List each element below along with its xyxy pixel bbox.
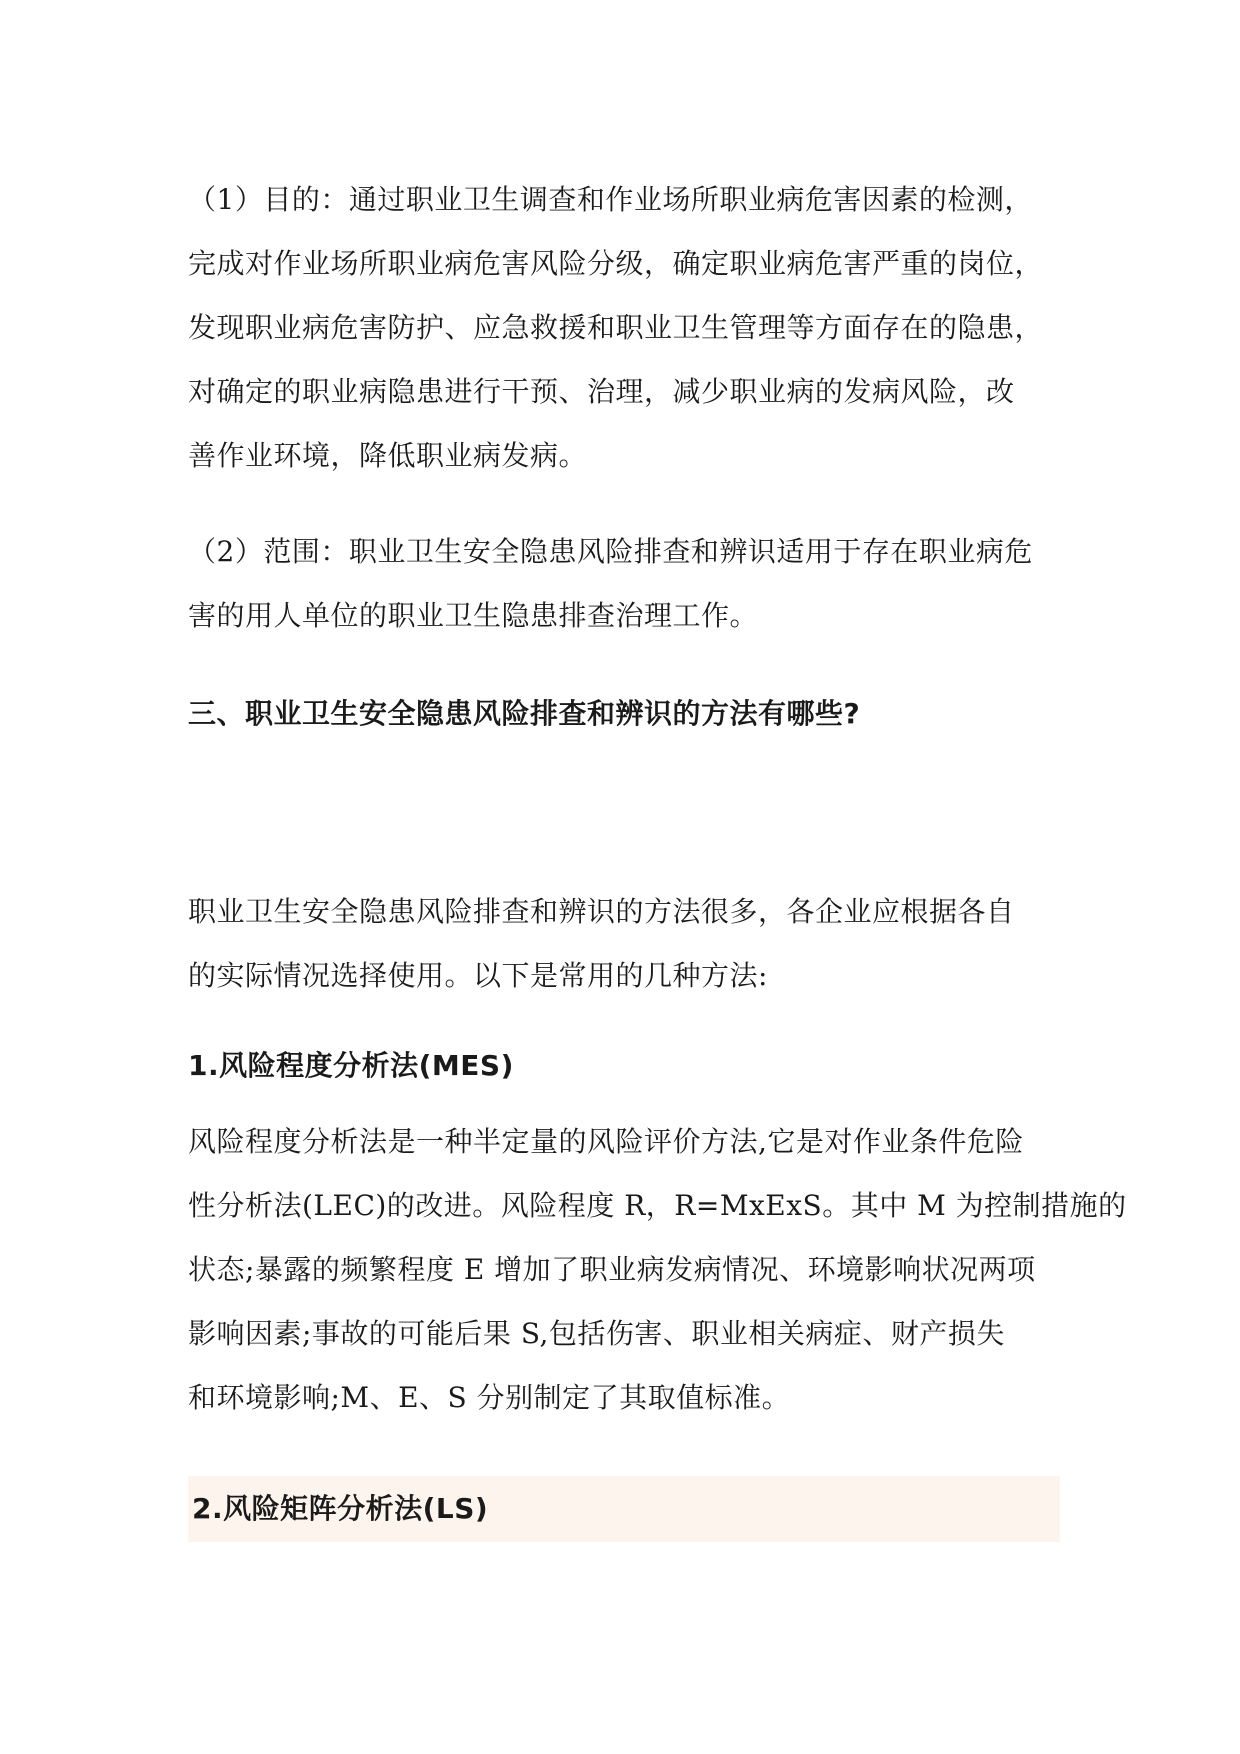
mes-paragraph	[188, 1110, 1127, 1430]
scope-line-2: 害的用人单位的职业卫生隐患排查治理工作。	[188, 599, 759, 632]
methods-heading: 三、职业卫生安全隐患风险排查和辨识的方法有哪些?	[188, 697, 861, 730]
mes-heading: 1.风险程度分析法(MES)	[188, 1049, 514, 1082]
purpose-line-4: 对确定的职业病隐患进行干预、治理，减少职业病的发病风险，改	[188, 375, 1015, 408]
purpose-line-5: 善作业环境，降低职业病发病。	[188, 439, 588, 472]
scope-line-1: （2）范围：职业卫生安全隐患风险排查和辨识适用于存在职业病危	[188, 535, 1033, 568]
methods-intro-line-1: 职业卫生安全隐患风险排查和辨识的方法很多，各企业应根据各自	[188, 895, 1015, 928]
scope-paragraph	[188, 520, 1033, 648]
purpose-line-2: 完成对作业场所职业病危害风险分级，确定职业病危害严重的岗位，	[188, 247, 1044, 280]
mes-line-4: 影响因素;事故的可能后果 S,包括伤害、职业相关病症、财产损失	[188, 1317, 1005, 1350]
methods-intro-paragraph	[188, 880, 1015, 1008]
purpose-line-3: 发现职业病危害防护、应急救援和职业卫生管理等方面存在的隐患，	[188, 311, 1044, 344]
mes-line-2: 性分析法(LEC)的改进。风险程度 R，R=MxExS。其中 M 为控制措施的	[188, 1189, 1127, 1222]
mes-line-1: 风险程度分析法是一种半定量的风险评价方法,它是对作业条件危险	[188, 1125, 1024, 1158]
mes-line-5: 和环境影响;M、E、S 分别制定了其取值标准。	[188, 1381, 791, 1414]
ls-heading: 2.风险矩阵分析法(LS)	[188, 1476, 1060, 1542]
purpose-line-1: （1）目的：通过职业卫生调查和作业场所职业病危害因素的检测，	[188, 183, 1033, 216]
mes-line-3: 状态;暴露的频繁程度 E 增加了职业病发病情况、环境影响状况两项	[188, 1253, 1036, 1286]
methods-intro-line-2: 的实际情况选择使用。以下是常用的几种方法:	[188, 959, 768, 992]
purpose-paragraph	[188, 168, 1043, 488]
